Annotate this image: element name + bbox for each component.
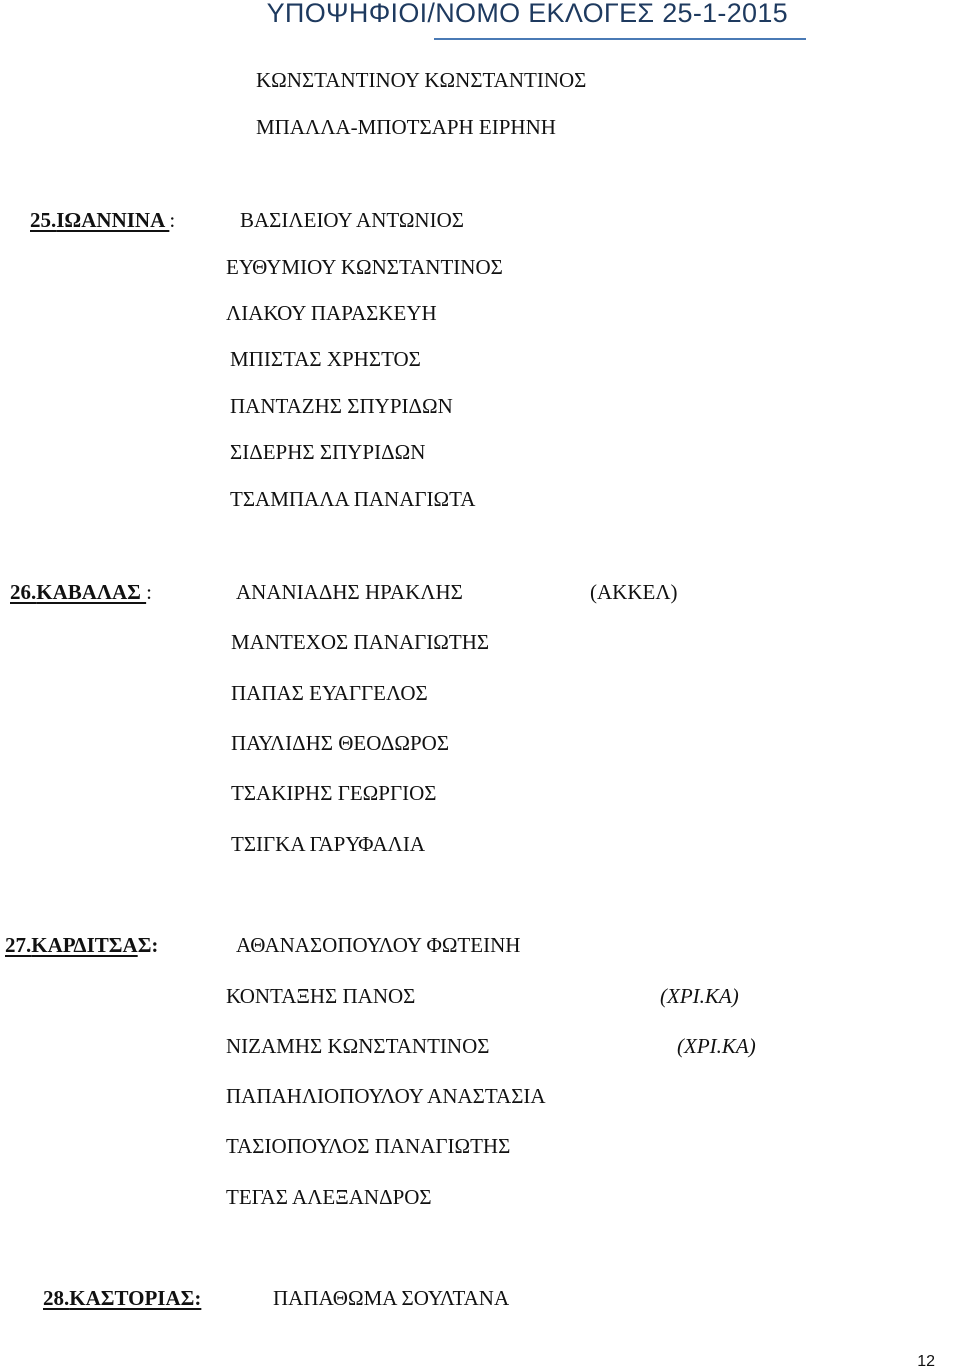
header-underline bbox=[434, 38, 806, 40]
section-colon: : bbox=[169, 208, 176, 232]
candidate-name: ΜΠΙΣΤΑΣ ΧΡΗΣΤΟΣ bbox=[230, 347, 421, 371]
candidate-name: ΑΝΑΝΙΑΔΗΣ ΗΡΑΚΛΗΣ bbox=[236, 580, 463, 604]
page-header-title: ΥΠΟΨΗΦΙΟΙ/ΝΟΜΟ ΕΚΛΟΓΕΣ 25-1-2015 bbox=[266, 0, 788, 28]
section-name: ΚΑΡΔΙΤΣΑ bbox=[31, 933, 138, 957]
candidate-name: ΒΑΣΙΛΕΙΟΥ ΑΝΤΩΝΙΟΣ bbox=[240, 208, 464, 232]
candidate-name: ΤΕΓΑΣ ΑΛΕΞΑΝΔΡΟΣ bbox=[226, 1185, 432, 1209]
candidate-name: ΤΣΑΚΙΡΗΣ ΓΕΩΡΓΙΟΣ bbox=[231, 781, 437, 805]
top-name-1: ΚΩΝΣΤΑΝΤΙΝΟΥ ΚΩΝΣΤΑΝΤΙΝΟΣ bbox=[256, 68, 587, 92]
section-number: 26. bbox=[10, 580, 37, 604]
candidate-name: ΠΑΥΛΙΔΗΣ ΘΕΟΔΩΡΟΣ bbox=[231, 731, 450, 755]
candidate-name: ΣΙΔΕΡΗΣ ΣΠΥΡΙΔΩΝ bbox=[230, 440, 426, 464]
candidate-name: ΤΣΙΓΚΑ ΓΑΡΥΦΑΛΙΑ bbox=[231, 832, 426, 856]
section-number: 25. bbox=[30, 208, 57, 232]
candidate-name: ΚΟΝΤΑΞΗΣ ΠΑΝΟΣ bbox=[226, 984, 416, 1008]
candidate-party-note: (ΧΡΙ.ΚΑ) bbox=[677, 1034, 756, 1058]
candidate-name: ΕΥΘΥΜΙΟΥ ΚΩΝΣΤΑΝΤΙΝΟΣ bbox=[226, 255, 503, 279]
section-number: 27. bbox=[5, 933, 32, 957]
candidate-name: ΛΙΑΚΟΥ ΠΑΡΑΣΚΕΥΗ bbox=[226, 301, 437, 325]
section-heading-karditsa bbox=[5, 935, 158, 956]
candidate-name: ΤΣΑΜΠΑΛΑ ΠΑΝΑΓΙΩΤΑ bbox=[230, 487, 476, 511]
section-heading-kastoria bbox=[43, 1288, 201, 1309]
candidate-name: ΝΙΖΑΜΗΣ ΚΩΝΣΤΑΝΤΙΝΟΣ bbox=[226, 1034, 490, 1058]
candidate-name: ΜΑΝΤΕΧΟΣ ΠΑΝΑΓΙΩΤΗΣ bbox=[231, 630, 490, 654]
candidate-party-note: (ΧΡΙ.ΚΑ) bbox=[660, 984, 739, 1008]
candidate-name: ΑΘΑΝΑΣΟΠΟΥΛΟΥ ΦΩΤΕΙΝΗ bbox=[236, 933, 521, 957]
section-heading-kavala bbox=[10, 582, 152, 603]
candidate-name: ΠΑΠΑΗΛΙΟΠΟΥΛΟΥ ΑΝΑΣΤΑΣΙΑ bbox=[226, 1084, 546, 1108]
candidate-party-note: (ΑΚΚΕΛ) bbox=[590, 580, 678, 604]
section-suffix: Σ: bbox=[137, 933, 159, 957]
section-colon: : bbox=[146, 580, 152, 604]
section-heading-ioannina bbox=[30, 210, 175, 231]
section-name: ΙΩΑΝΝΙΝΑ bbox=[56, 208, 170, 232]
candidate-name: ΠΑΠΑΘΩΜΑ ΣΟΥΛΤΑΝΑ bbox=[273, 1286, 510, 1310]
section-name: ΚΑΣΤΟΡΙΑΣ: bbox=[69, 1286, 202, 1310]
candidate-name: ΠΑΠΑΣ ΕΥΑΓΓΕΛΟΣ bbox=[231, 681, 428, 705]
section-number: 28. bbox=[43, 1286, 70, 1310]
candidate-name: ΠΑΝΤΑΖΗΣ ΣΠΥΡΙΔΩΝ bbox=[230, 394, 453, 418]
page-number: 12 bbox=[917, 1353, 935, 1370]
section-name: ΚΑΒΑΛΑΣ bbox=[36, 580, 147, 604]
top-name-2: ΜΠΑΛΛΑ-ΜΠΟΤΣΑΡΗ ΕΙΡΗΝΗ bbox=[256, 115, 556, 139]
candidate-name: ΤΑΣΙΟΠΟΥΛΟΣ ΠΑΝΑΓΙΩΤΗΣ bbox=[226, 1134, 511, 1158]
